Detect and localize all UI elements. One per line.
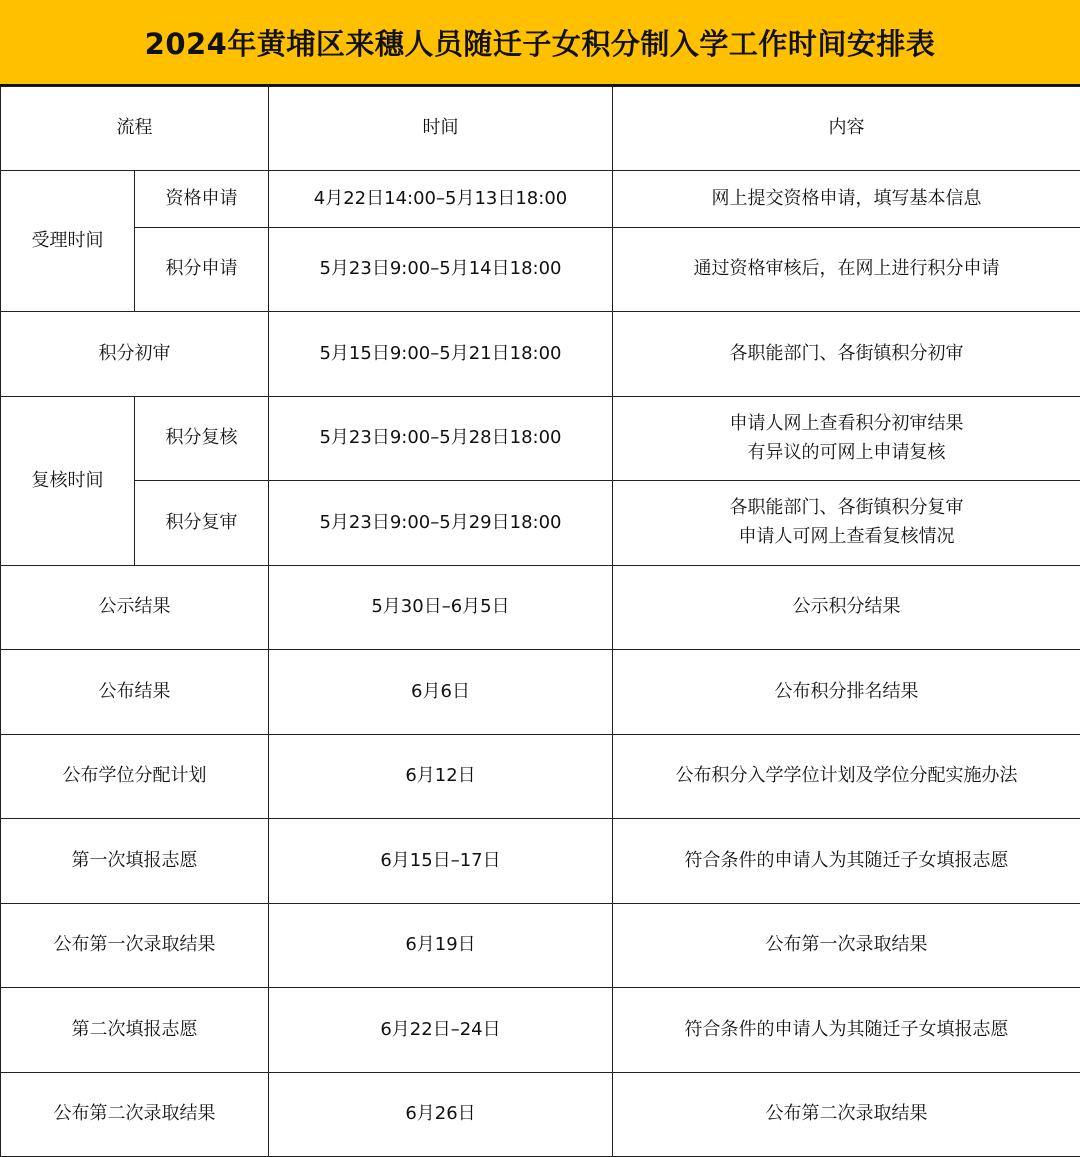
step-content: 符合条件的申请人为其随迁子女填报志愿 <box>613 988 1080 1073</box>
table-row <box>1 481 1080 566</box>
step-content: 网上提交资格申请，填写基本信息 <box>613 171 1080 228</box>
step-content: 公布第一次录取结果 <box>613 904 1080 988</box>
schedule-table <box>0 86 1080 1157</box>
step-time: 5月15日9:00–5月21日18:00 <box>269 312 613 397</box>
step-time: 6月22日–24日 <box>269 988 613 1073</box>
header-process: 流程 <box>1 87 269 171</box>
table-row <box>1 171 1080 228</box>
content-line: 申请人网上查看积分初审结果 <box>729 412 964 434</box>
step-time: 6月26日 <box>269 1073 613 1157</box>
table-row <box>1 904 1080 988</box>
content-line: 有异议的可网上申请复核 <box>747 441 946 463</box>
table-row <box>1 1073 1080 1157</box>
step-content: 公布积分排名结果 <box>613 650 1080 735</box>
content-line: 各职能部门、各街镇积分复审 <box>729 497 964 519</box>
step-content: 公布积分入学学位计划及学位分配实施办法 <box>613 735 1080 819</box>
step-content: 各职能部门、各街镇积分初审 <box>613 312 1080 397</box>
table-row <box>1 988 1080 1073</box>
content-line: 申请人可网上查看复核情况 <box>738 526 955 547</box>
step-time: 4月22日14:00–5月13日18:00 <box>269 171 613 228</box>
step-time: 6月15日–17日 <box>269 819 613 904</box>
step-name: 公布第二次录取结果 <box>1 1073 269 1157</box>
group-review: 复核时间 <box>1 397 135 566</box>
step-time: 6月19日 <box>269 904 613 988</box>
table-row <box>1 566 1080 650</box>
table-row <box>1 228 1080 312</box>
step-content: 公布第二次录取结果 <box>613 1073 1080 1157</box>
step-name: 公布第一次录取结果 <box>1 904 269 988</box>
step-name: 积分复审 <box>135 481 269 566</box>
step-name: 积分初审 <box>1 312 269 397</box>
table-row <box>1 650 1080 735</box>
table-row <box>1 735 1080 819</box>
header-content: 内容 <box>613 87 1080 171</box>
step-content: 符合条件的申请人为其随迁子女填报志愿 <box>613 819 1080 904</box>
step-name: 公布学位分配计划 <box>1 735 269 819</box>
step-content: 公示积分结果 <box>613 566 1080 650</box>
step-time: 6月12日 <box>269 735 613 819</box>
step-content <box>613 397 1080 481</box>
step-name: 公示结果 <box>1 566 269 650</box>
step-name: 积分申请 <box>135 228 269 312</box>
step-time: 5月23日9:00–5月29日18:00 <box>269 481 613 566</box>
step-name: 第一次填报志愿 <box>1 819 269 904</box>
step-name: 公布结果 <box>1 650 269 735</box>
step-time: 6月6日 <box>269 650 613 735</box>
step-content: 通过资格审核后，在网上进行积分申请 <box>613 228 1080 312</box>
table-row <box>1 397 1080 481</box>
step-time: 5月30日–6月5日 <box>269 566 613 650</box>
table-row <box>1 312 1080 397</box>
step-name: 第二次填报志愿 <box>1 988 269 1073</box>
page-title: 2024年黄埔区来穗人员随迁子女积分制入学工作时间安排表 <box>144 26 936 61</box>
table-row <box>1 819 1080 904</box>
step-name: 资格申请 <box>135 171 269 228</box>
group-accept: 受理时间 <box>1 171 135 312</box>
table-header-row <box>1 87 1080 171</box>
header-time: 时间 <box>269 87 613 171</box>
step-time: 5月23日9:00–5月28日18:00 <box>269 397 613 481</box>
step-name: 积分复核 <box>135 397 269 481</box>
step-time: 5月23日9:00–5月14日18:00 <box>269 228 613 312</box>
step-content <box>613 481 1080 566</box>
title-bar <box>0 0 1080 86</box>
